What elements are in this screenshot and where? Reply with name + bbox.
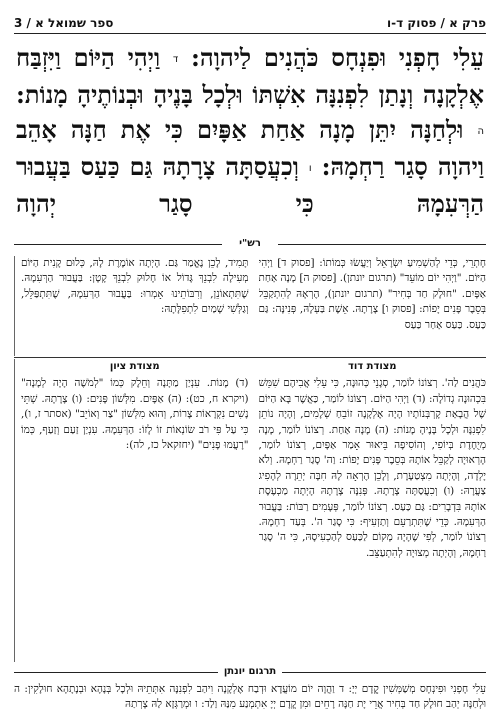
targum-text: עֵלִי חָפְנִי וּפִינְחָס מְשַׁמְּשִׁין קֳדָם יְיָ: ד וַהֲוָה יוֹם מוֹעֲדָא וּדְבַח אֶלְקָנָה וִיהַב לִפְנִנָּה אִתְּתֵיהּ וּלְכָל בְּנָהָא וּבְנָתָהָא חוּלָקִין: ה וּלְחַנָּה יְהַב חוּלָק חַד בְּחִיר אֲרֵי יָת חַנָּה רָחֵים וּמִן קֳדָם יְיָ אִתְמְנַע מִנַּהּ וַלַד: ו וּמְרַגְּזָא לַהּ צָרְתַהּ	[14, 683, 486, 710]
metzudat-david-heading: מצודת דוד	[347, 361, 397, 372]
page-header	[14, 6, 486, 34]
verse-number-5: ה	[477, 126, 484, 137]
verse-number-6: ו	[308, 163, 312, 174]
metzudat-david-column	[259, 359, 487, 662]
rashi-commentary	[14, 256, 486, 356]
book-name: ספר שמואל א	[35, 16, 114, 30]
metzudat-tzion-column	[14, 359, 249, 662]
chapter-verse-ref: פרק א / פסוק ד-ו	[387, 16, 486, 30]
verse-text	[16, 40, 484, 218]
verse-part-4: וְכִעֲסַתָּה צָרָתָהּ גַּם כַּעַס בַּעֲבוּר הַרְּעִמָהּ כִּי סָגַר יְהוָה	[16, 152, 484, 218]
rashi-heading: רש"י	[14, 238, 486, 249]
verse-part-3: וּלְחַנָּה יִתֵּן מָנָה אַחַת אַפָּיִם כִּי אֶת חַנָּה אָהֵב וַיהוָה סָגַר רַחְמָהּ:	[16, 115, 484, 181]
rashi-column-right: חָתְרֵי, כְּדֵי לְהַשְׁמִיעַ יִשְׂרָאֵל וְיַעֲשׂוּ כְּמוֹתוֹ: [פסוק ד] וַיְהִי הַיּוֹם. "וַיְהִי יוֹם מוֹעֵד" (תרגום יונתן). [פסוק ה] מָנָה אַחַת אַפָּיִם. "חוּלָק חַד בְּחִיר" (תרגום יונתן), הֶרְאָהּ לְהִתְקַבֵּל בְּסֵבֶר פָּנִים יָפוֹת: [פסוק ו] צָרָתָהּ. אֵשֶׁת בַּעְלָהּ, פְּנִינָּה: גַּם כַּעַס. כַּעַס אַחַר כַּעַס	[258, 257, 486, 331]
metzudat-tzion-heading: מצודת ציון	[109, 361, 160, 372]
metzudot-commentary	[14, 359, 486, 662]
rashi-column-left: תָּמִיד, לָכֵן נֶאֱמַר גַּם. הָיְתָה אוֹמֶרֶת לָהּ, כְּלוּם קָנִית הַיּוֹם מְעִילָה לִבְנֵךְ גָּדוֹל אוֹ חָלוּק לִבְנֵךְ קָטָן: בַּעֲבוּר הַרְּעִמָהּ. שֶׁתִּתְאוֹנֵן, וְרִבּוֹתֵינוּ אָמְרוּ: בַּעֲבוּר הַרְּעִמָהּ, שֶׁתִּתְפַּלֵּל, וְגַלְּשִׁי שָׁמַיִם לִתְפִלָּתָהּ:	[14, 256, 249, 356]
page-number: 3	[14, 16, 23, 30]
book-title: 3 / ספר שמואל א	[14, 16, 114, 30]
verse-part-2: וַיְהִי הַיּוֹם וַיִּזְבַּח אֶלְקָנָה וְנָתַן לִפְנִנָּה אִשְׁתּוֹ וּלְכָל בָּנֶיהָ וּבְנוֹתֶיהָ מָנוֹת:	[16, 43, 484, 109]
targum-heading: תרגום יונתן	[14, 666, 486, 677]
verse-number-4: ד	[172, 54, 179, 65]
metzudat-tzion-text: (ד) מָנוֹת. עִנְיַן מַתָּנָה וְחֵלֶק כְּמוֹ "לְמֹשֶׁה הָיָה לְמָנָה" (ויקרא ח, כט): (ה) אַפָּיִם. מִלְּשׁוֹן פָּנִים: (ו) צָרָתָהּ. שְׁתֵּי נָשִׁים נִקְרָאוֹת צָרוֹת, וְהוּא מִלְּשׁוֹן "צַר וְאוֹיֵב" (אסתר ז, ו), כִּי עַל פִּי רֹב שׂוֹנְאוֹת זוֹ לָזוֹ: הַרְּעִמָהּ. עִנְיַן זַעַם וְזַעַף, כְּמוֹ "רָעֲמוּ פָנִים" (יחזקאל כז, לה):	[21, 377, 249, 452]
section-divider	[14, 357, 486, 358]
verse-part-1: עֵלִי חָפְנִי וּפִנְחָס כֹּהֲנִים לַיהוָה:	[191, 43, 484, 72]
metzudat-david-text: כֹּהֲנִים לַה'. רְצוֹנוֹ לוֹמַר, סְגָנֵי כְּהוּנָה, כִּי עֵלִי אֲבִיהֶם שִׁמֵּשׁ בִּכְהוּנָה גְדוֹלָה: (ד) וַיְהִי הַיּוֹם. רְצוֹנוֹ לוֹמַר, כַּאֲשֶׁר בָּא הַיּוֹם שֶׁל הֲבָאַת קָרְבְּנוֹתָיו הָיָה אֶלְקָנָה זוֹבֵחַ שְׁלָמִים, וְהָיָה נוֹתֵן לִפְנִנָּה וּלְכָל בָּנֶיהָ מָנוֹת: (ה) מָנָה אַחַת. רְצוֹנוֹ לוֹמַר, מָנָה מְיֻחֶדֶת בְּיוֹפִי, וְהוֹסִיפָה בֵּיאוּר אָמַר אַפָּיִם, רְצוֹנוֹ לוֹמַר, הָרְאוּיָה לְקַבֵּל אוֹתָהּ בְּסֵבֶר פָּנִים יָפוֹת: וַה' סָגַר רַחְמָהּ. וְלֹא יָלְדָה, וְהָיְתָה מִצְטַעֶרֶת, וְלָכֵן הֶרְאָה לָהּ חִבָּה יְתֵרָה לְהָפִיג צַעֲרָהּ: (ו) וְכִעֲסַתָּה צָרָתָהּ. פְּנִנָּה צָרָתָהּ הָיְתָה מַכְעֶסֶת אוֹתָהּ בִּדְבָרִים: גַּם כַּעַס. רְצוֹנוֹ לוֹמַר, פְּעָמִים רַבּוֹת: בַּעֲבוּר הַרְּעִמָהּ. כְּדֵי שֶׁתִּתְרַעֵם וְתַזְעִיף: כִּי סָגַר ה'. בְּעַד רַחְמָהּ. רְצוֹנוֹ לוֹמַר, לְפִי שֶׁהָיָה מָקוֹם לַכַּעַס לְהַכְעִיסָהּ, כִּי ה' סָגַר רַחְמָהּ, וְהָיְתָה מְצוּיָה לְהִתְעַצֵּב.	[258, 377, 486, 559]
